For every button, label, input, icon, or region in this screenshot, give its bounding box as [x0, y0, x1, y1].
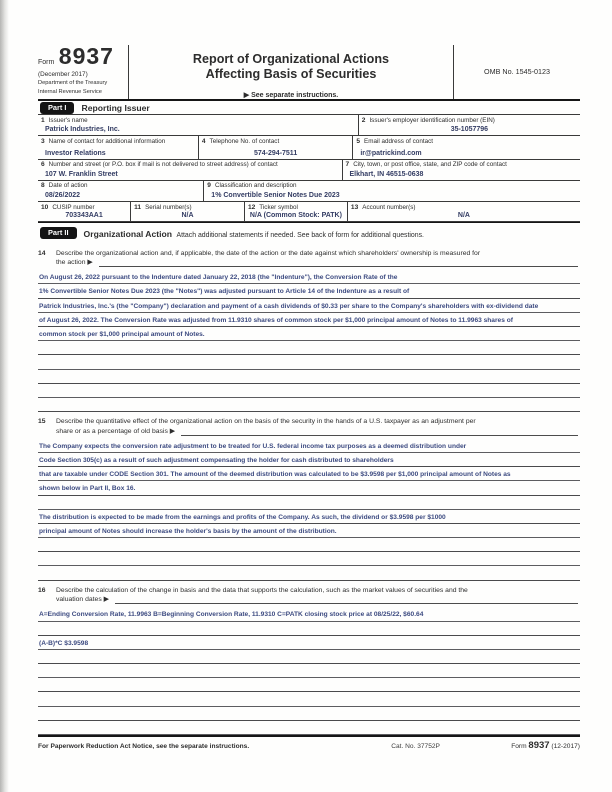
q15-answer-line: [38, 552, 580, 566]
answer-rule: [181, 429, 578, 436]
question-number: 14: [38, 249, 46, 257]
field-contact-name: [38, 136, 198, 159]
table-row: [38, 180, 580, 202]
table-row: [38, 135, 580, 160]
q16-answer-line: A=Ending Conversion Rate, 11.9963 B=Beginning Conversion Rate, 11.9310 C=PATK closing stock price at 08/25/22, $60.64: [38, 607, 580, 621]
field-label: Telephone No. of contact: [209, 137, 280, 145]
ein-value: 35-1057796: [450, 126, 489, 134]
contact-city-value: Elkhart, IN 46515-0638: [349, 170, 424, 178]
answer-rule: [99, 260, 578, 267]
field-label: Classification and description: [214, 182, 297, 190]
field-label: Name of contact for additional information: [48, 137, 166, 145]
field-contact-street: [38, 160, 342, 180]
part1-header: [38, 99, 580, 116]
q15-answer-line: The Company expects the conversion rate adjustment to be treated for U.S. federal income tax purposes as a deemed distribution under: [38, 439, 580, 453]
contact-street-value: 107 W. Franklin Street: [45, 170, 118, 178]
field-date-of-action: [38, 181, 203, 201]
question-tail: share or as a percentage of old basis ▶: [56, 427, 175, 435]
q15-answer: [38, 439, 580, 581]
form-title-line1: Report of Organizational Actions: [192, 52, 390, 66]
q14-answer-line: On August 26, 2022 pursuant to the Indenture dated January 22, 2018 (the "Indenture"), the Conversion Rate of the: [38, 270, 580, 284]
form-footer: [38, 735, 580, 751]
field-label: Number and street (or P.O. box if mail is not delivered to street address) of contact: [48, 161, 278, 169]
field-label: Serial number(s): [145, 203, 192, 211]
table-row: [38, 114, 580, 136]
field-number: 6: [41, 161, 45, 169]
q14-answer-line: [38, 398, 580, 412]
field-label: City, town, or post office, state, and ZIP code of contact: [353, 161, 507, 169]
field-label: Date of action: [48, 182, 88, 190]
field-ein: [358, 115, 580, 135]
q15-answer-line: The distribution is expected to be made from the earnings and profits of the Company. As such, the dividend or $3.9598 per $1000: [38, 510, 580, 524]
form-title-block: [128, 45, 454, 99]
answer-rule: [115, 597, 578, 604]
field-serial: [130, 202, 244, 220]
q15-answer-line: shown below in Part II, Box 16.: [38, 481, 580, 495]
ticker-value: N/A (Common Stock: PATK): [249, 211, 342, 219]
question-number: 15: [38, 418, 46, 426]
field-number: 9: [207, 182, 211, 190]
see-instructions-note: ▶ See separate instructions.: [243, 91, 339, 99]
question-text: Describe the calculation of the change in basis and the data that supports the calculation, such as the market values of securities and the: [56, 586, 468, 594]
q14-answer-line: 1% Convertible Senior Notes Due 2023 (the "Notes") was adjusted pursuant to Article 14 of the Indenture as a result of: [38, 284, 580, 298]
field-number: 4: [201, 137, 206, 145]
q16-answer-line: [38, 678, 580, 692]
q16-answer-line: [38, 650, 580, 664]
form-number: 8937: [58, 43, 114, 69]
field-number: 11: [134, 203, 142, 211]
q14-answer-line: of August 26, 2022. The Conversion Rate was adjusted from 11.9310 shares of common stock per $1,000 principal amount of Notes to 11.9963 shares of: [38, 313, 580, 327]
question-15: [38, 417, 580, 437]
field-number: 5: [356, 137, 361, 145]
field-account: [347, 202, 580, 220]
contact-phone-value: 574-294-7511: [254, 149, 298, 157]
date-of-action-value: 08/26/2022: [45, 192, 81, 200]
field-contact-city: [342, 160, 580, 180]
form-body: [38, 45, 580, 751]
irs-label: Internal Revenue Service: [38, 88, 102, 95]
form-title-line2: Affecting Basis of Securities: [205, 66, 377, 81]
q14-answer-line: [38, 370, 580, 384]
field-number: 2: [361, 116, 366, 124]
q16-answer-line: [38, 721, 580, 735]
field-label: Ticker symbol: [259, 203, 298, 211]
q16-answer-line: [38, 664, 580, 678]
field-number: 1: [41, 116, 45, 124]
form-id-block: [38, 45, 128, 99]
form-word: Form: [38, 59, 55, 66]
field-number: 10: [41, 203, 49, 211]
question-text: Describe the quantitative effect of the organizational action on the basis of the security in the hands of a U.S. taxpayer as an adjustment per: [56, 418, 476, 426]
q16-answer-line: [38, 622, 580, 636]
question-tail: valuation dates ▶: [56, 596, 109, 604]
field-label: Email address of contact: [364, 137, 433, 145]
part1-title: Reporting Issuer: [81, 102, 150, 113]
form-header: [38, 45, 580, 99]
field-cusip: [38, 202, 130, 220]
form-revision: (December 2017): [38, 71, 88, 78]
part2-pill: Part II: [40, 227, 77, 239]
footer-form-word: Form: [511, 743, 527, 750]
question-tail: the action ▶: [56, 259, 93, 267]
question-number: 16: [38, 586, 46, 594]
contact-name-value: Investor Relations: [45, 149, 106, 157]
classification-value: 1% Convertible Senior Notes Due 2023: [211, 192, 340, 200]
q15-answer-line: [38, 566, 580, 580]
footer-form-revision: (12-2017): [551, 743, 580, 750]
part1-pill: Part I: [40, 102, 74, 114]
omb-number: OMB No. 1545-0123: [484, 67, 550, 77]
q14-answer-line: [38, 384, 580, 398]
q16-answer-line: [38, 692, 580, 706]
q14-answer: [38, 270, 580, 412]
part2-title: Organizational Action: [83, 229, 173, 239]
q16-answer-line: (A-B)*C $3.9598: [38, 636, 580, 650]
treasury-department-label: Department of the Treasury: [38, 80, 108, 86]
q16-answer-line: [38, 707, 580, 721]
question-text: Describe the organizational action and, if applicable, the date of the action or the date against which shareholders' ownership is measured for: [56, 249, 481, 257]
paperwork-reduction-notice: For Paperwork Reduction Act Notice, see the separate instructions.: [38, 743, 250, 750]
field-label: Issuer's name: [48, 116, 88, 124]
field-issuer-name: [38, 115, 358, 135]
footer-form-id: [511, 740, 580, 751]
table-row: [38, 159, 580, 181]
q15-answer-line: principal amount of Notes should increase the holder's basis by the amount of the distribution.: [38, 524, 580, 538]
issuer-name-value: Patrick Industries, Inc.: [45, 126, 120, 134]
serial-value: N/A: [181, 211, 194, 219]
field-number: 8: [41, 182, 45, 190]
table-row: [38, 201, 580, 221]
field-contact-email: [352, 136, 580, 159]
field-classification: [203, 181, 580, 201]
q14-answer-line: common stock per $1,000 principal amount of Notes.: [38, 327, 580, 341]
question-14: [38, 249, 580, 269]
q15-answer-line: [38, 538, 580, 552]
field-number: 12: [247, 203, 256, 211]
scan-edge-artifact: [0, 0, 9, 792]
q15-answer-line: [38, 496, 580, 510]
field-ticker: [244, 202, 347, 220]
cusip-value: 703343AA1: [65, 211, 103, 219]
part2-header: [38, 222, 580, 244]
contact-email-value: ir@patrickind.com: [360, 149, 422, 157]
catalog-number: Cat. No. 37752P: [391, 743, 440, 750]
q14-answer-line: Patrick Industries, Inc.'s (the "Company") declaration and payment of a cash dividends of $0.33 per share to the Company's shareholders with ex-dividend date: [38, 299, 580, 313]
field-label: Account number(s): [362, 203, 416, 211]
q14-answer-line: [38, 355, 580, 369]
q14-answer-line: [38, 341, 580, 355]
field-number: 7: [345, 161, 350, 169]
part2-note: Attach additional statements if needed. See back of form for additional questions.: [176, 232, 424, 239]
field-label: Issuer's employer identification number (EIN): [369, 116, 495, 124]
q15-answer-line: that are taxable under CODE Section 301. The amount of the deemed distribution was calculated to be $3.9598 per $1,000 principal amount of Notes as: [38, 467, 580, 481]
field-label: CUSIP number: [52, 203, 95, 211]
q16-answer: [38, 607, 580, 735]
field-number: 3: [41, 137, 45, 145]
footer-form-number: 8937: [528, 740, 550, 751]
question-16: [38, 586, 580, 606]
field-number: 13: [350, 203, 359, 211]
account-value: N/A: [457, 211, 470, 219]
q15-answer-line: Code Section 305(c) as a result of such adjustment compensating the holder for cash distributed to shareholders: [38, 453, 580, 467]
field-contact-phone: [198, 136, 352, 159]
